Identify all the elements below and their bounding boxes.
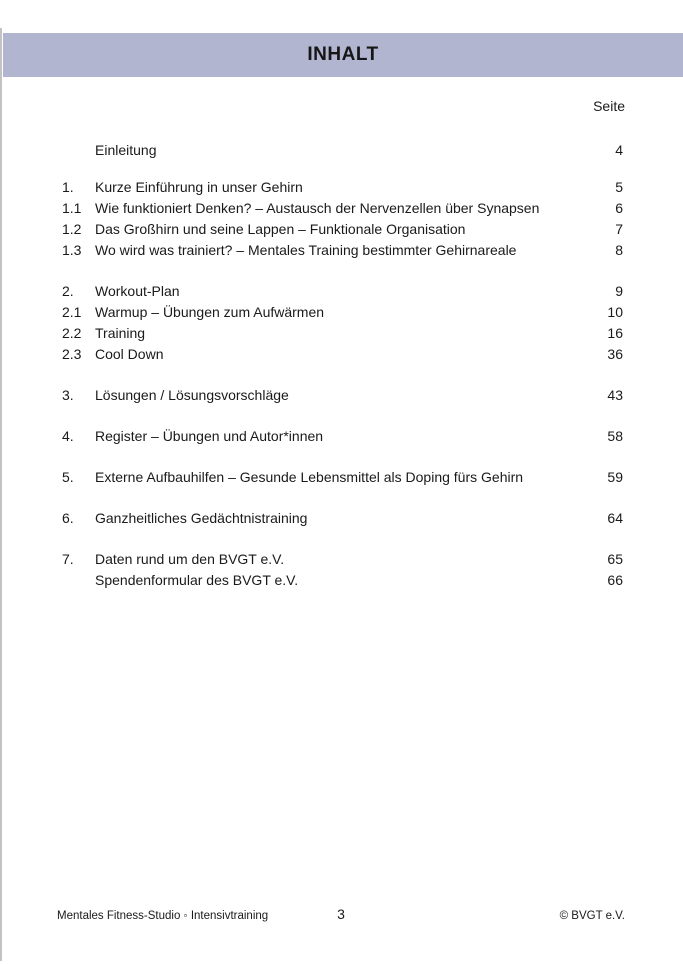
toc-entry-title: Einleitung (95, 142, 157, 158)
toc-entry-title: Ganzheitliches Gedächtnistraining (95, 510, 308, 526)
toc-entry-page: 64 (607, 510, 623, 526)
toc-entry-page: 58 (607, 428, 623, 444)
toc-entry-page: 5 (615, 179, 623, 195)
toc-entry-number: 7. (62, 551, 74, 567)
toc-entry-page: 43 (607, 387, 623, 403)
toc-entry-number: 5. (62, 469, 74, 485)
toc-entry-page: 8 (615, 242, 623, 258)
toc-entry-title: Daten rund um den BVGT e.V. (95, 551, 285, 567)
column-header-seite: Seite (593, 98, 625, 114)
toc-group (62, 177, 623, 261)
toc-entry-title: Wo wird was trainiert? – Mentales Training bestimmter Gehirnareale (95, 242, 517, 258)
toc-entry-number (62, 140, 95, 161)
toc-entry (62, 323, 623, 344)
title-bar (3, 33, 683, 77)
footer-booklet-title: Mentales Fitness-Studio ◦ Intensivtraining (57, 910, 269, 922)
toc-entry-number: 2. (62, 283, 74, 299)
toc-entry-number (62, 570, 95, 591)
toc-entry-number: 1.2 (62, 221, 82, 237)
page-footer (57, 906, 625, 928)
toc-entry-number: 4. (62, 428, 74, 444)
toc (62, 140, 623, 591)
toc-entry (62, 281, 623, 302)
toc-group (62, 385, 623, 406)
toc-entry (62, 570, 623, 591)
toc-group (62, 467, 623, 488)
toc-entry-page: 66 (607, 572, 623, 588)
page-edge-line (0, 28, 2, 961)
toc-entry-number: 2.1 (62, 304, 82, 320)
toc-entry (62, 302, 623, 323)
toc-entry-number: 3. (62, 387, 74, 403)
toc-entry (62, 508, 623, 529)
toc-group (62, 508, 623, 529)
toc-entry-title: Warmup – Übungen zum Aufwärmen (95, 304, 325, 320)
toc-entry (62, 177, 623, 198)
toc-entry-number: 2.2 (62, 325, 82, 341)
footer-page-number: 3 (337, 906, 345, 922)
toc-entry (62, 426, 623, 447)
toc-entry (62, 140, 623, 161)
toc-entry-title: Das Großhirn und seine Lappen – Funktionale Organisation (95, 221, 466, 237)
toc-entry-title: Spendenformular des BVGT e.V. (95, 572, 299, 588)
toc-entry-title: Externe Aufbauhilfen – Gesunde Lebensmittel als Doping fürs Gehirn (95, 469, 524, 485)
toc-entry (62, 219, 623, 240)
toc-entry (62, 549, 623, 570)
toc-entry-number: 1.3 (62, 242, 82, 258)
page-title: INHALT (307, 44, 379, 65)
toc-entry-page: 6 (615, 200, 623, 216)
toc-entry-title: Wie funktioniert Denken? – Austausch der Nervenzellen über Synapsen (95, 200, 540, 216)
toc-entry-page: 9 (615, 283, 623, 299)
toc-entry-title: Register – Übungen und Autor*innen (95, 428, 324, 444)
toc-entry-title: Cool Down (95, 346, 164, 362)
toc-entry (62, 198, 623, 219)
toc-entry-page: 65 (607, 551, 623, 567)
toc-entry-title: Kurze Einführung in unser Gehirn (95, 179, 303, 195)
toc-group (62, 140, 623, 161)
toc-entry-title: Training (95, 325, 146, 341)
toc-entry-page: 7 (615, 221, 623, 237)
toc-entry-page: 4 (615, 142, 623, 158)
toc-group (62, 281, 623, 365)
toc-entry (62, 467, 623, 488)
toc-entry-page: 16 (607, 325, 623, 341)
toc-entry (62, 344, 623, 365)
toc-entry (62, 385, 623, 406)
toc-entry (62, 240, 623, 261)
footer-copyright: © BVGT e.V. (559, 910, 625, 922)
toc-group (62, 549, 623, 591)
toc-entry-number: 1.1 (62, 200, 82, 216)
toc-entry-number: 6. (62, 510, 74, 526)
toc-entry-page: 10 (607, 304, 623, 320)
toc-entry-number: 2.3 (62, 346, 82, 362)
toc-entry-number: 1. (62, 179, 74, 195)
toc-group (62, 426, 623, 447)
toc-entry-title: Workout-Plan (95, 283, 180, 299)
toc-entry-page: 36 (607, 346, 623, 362)
toc-entry-page: 59 (607, 469, 623, 485)
toc-entry-title: Lösungen / Lösungsvorschläge (95, 387, 289, 403)
